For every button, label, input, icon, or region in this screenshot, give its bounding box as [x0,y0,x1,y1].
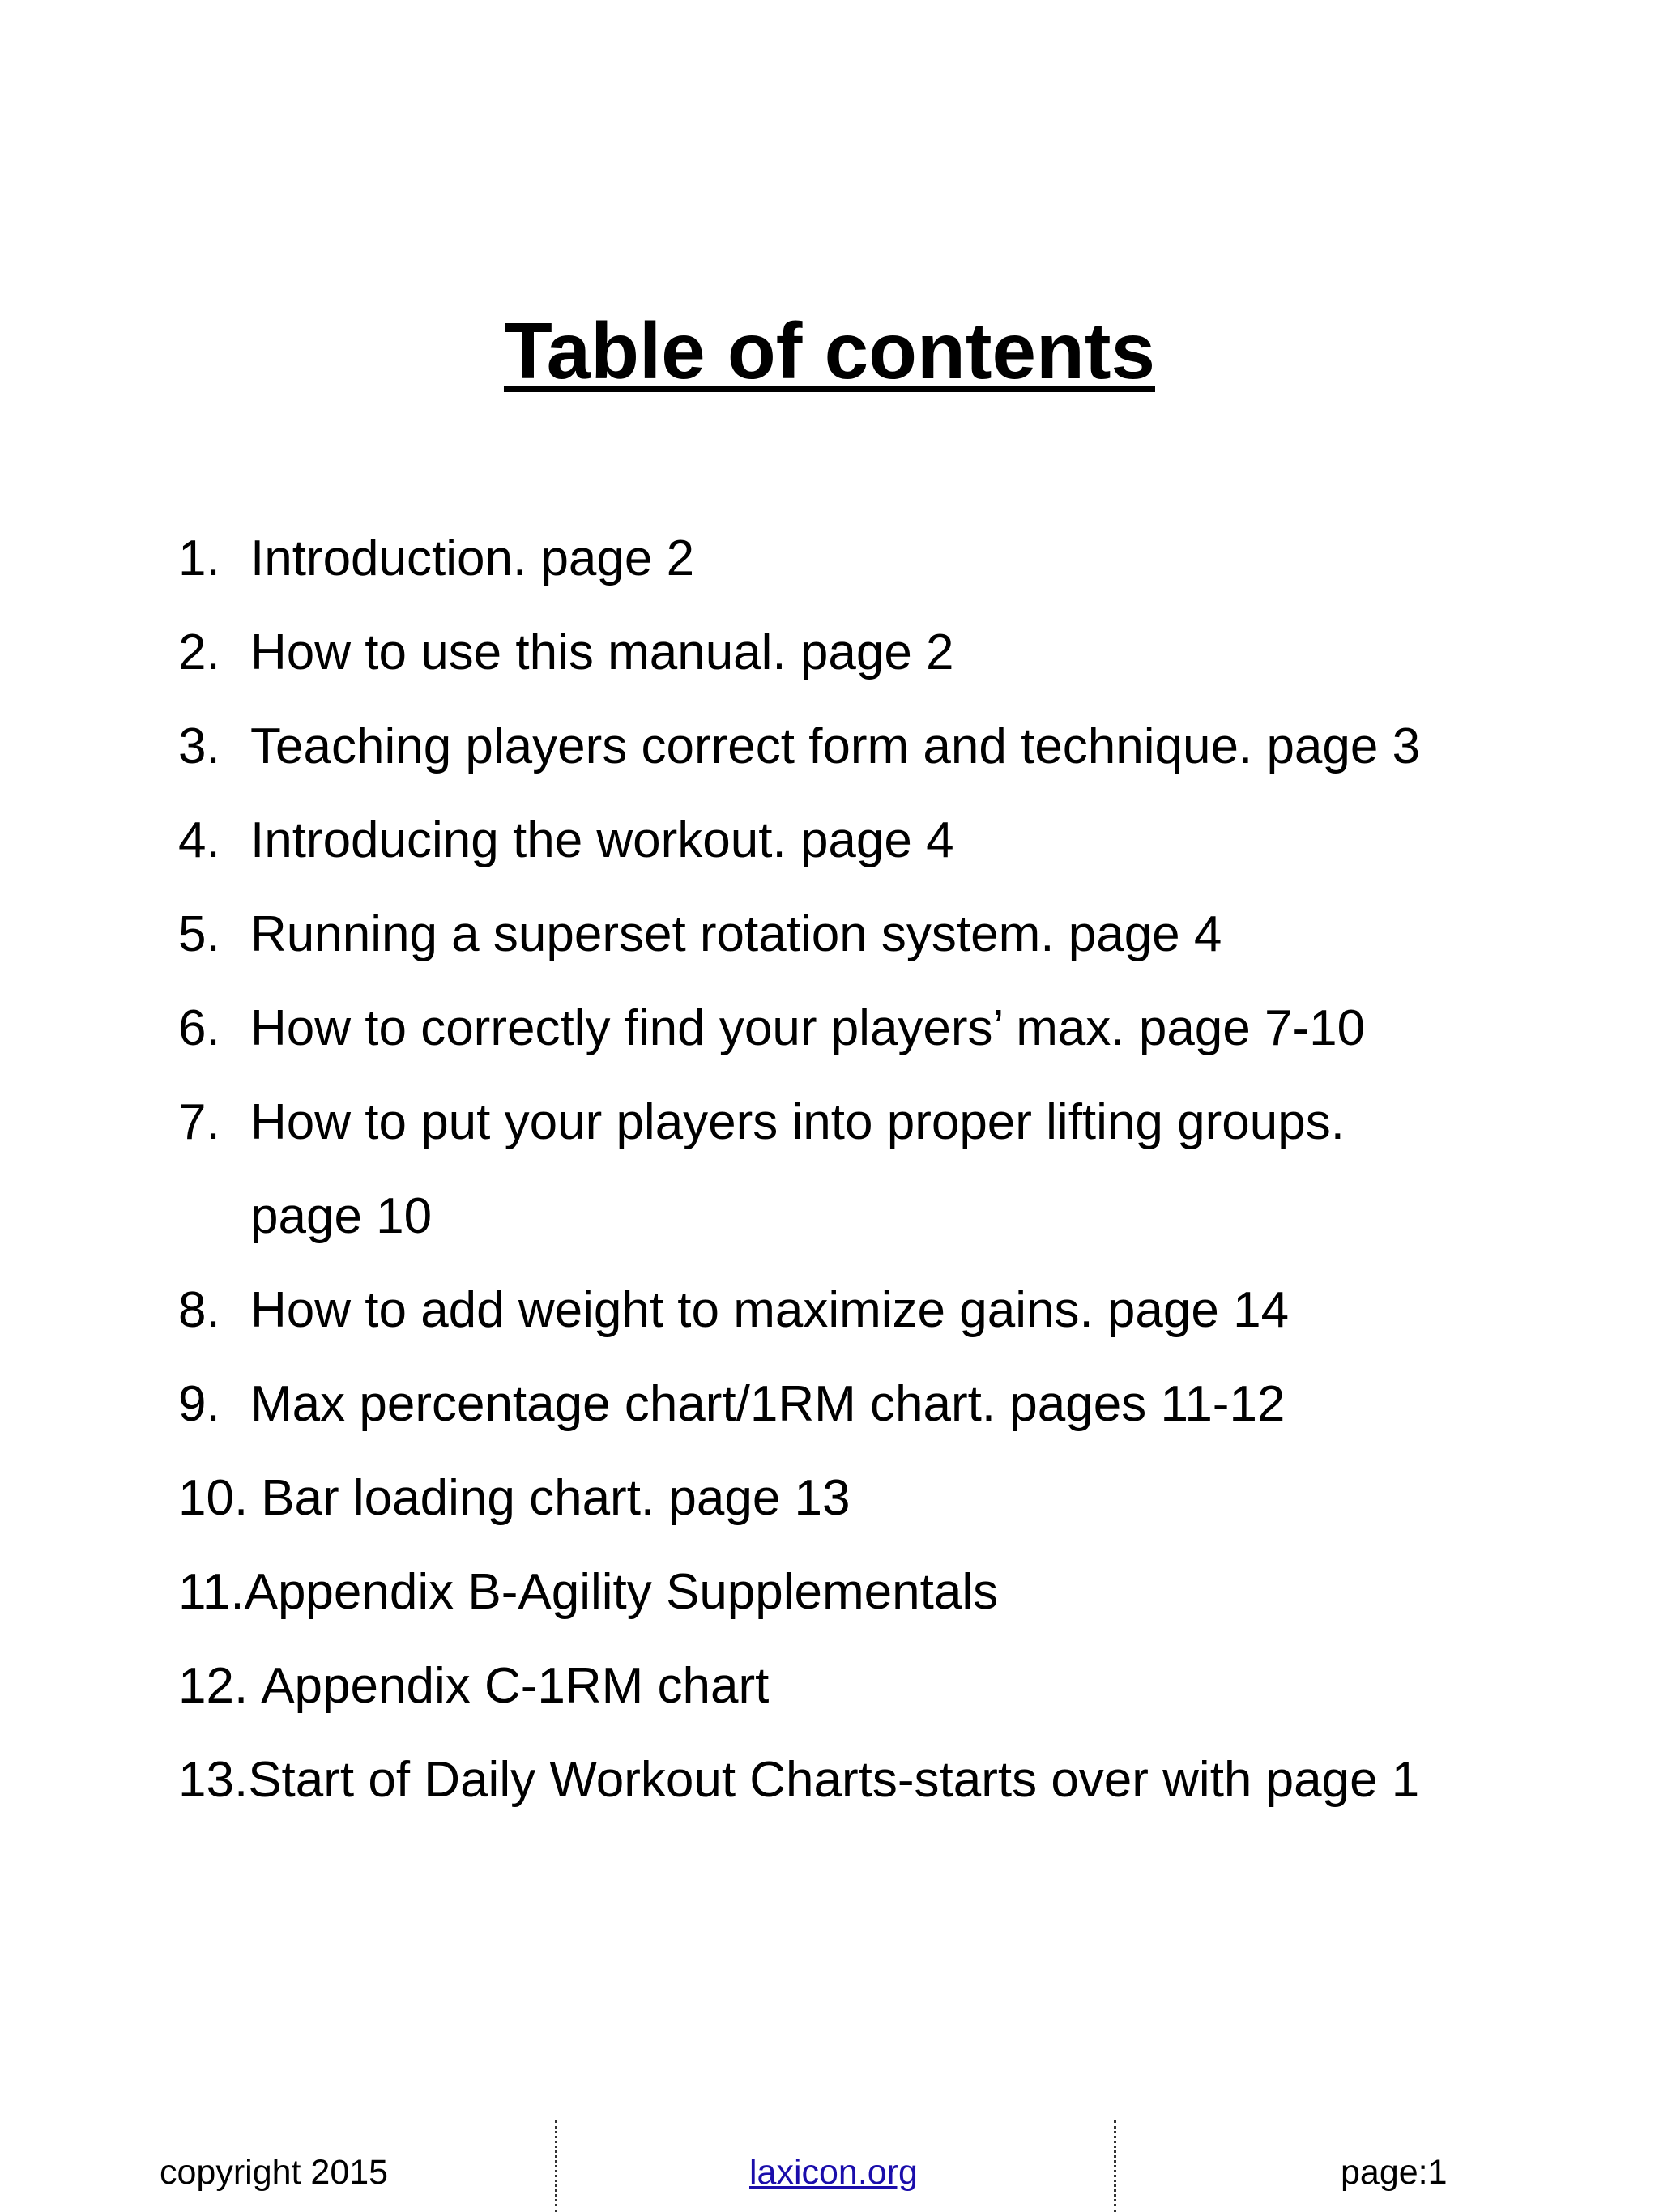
page-footer [0,2120,1659,2212]
toc-item-continuation: page 10 [250,1188,433,1244]
page-title-text: Table of contents [503,305,1155,395]
toc-item-10 [178,1451,1604,1545]
toc-item-5 [178,888,1604,982]
toc-item-1 [178,512,1604,606]
toc-item-number: 3. [178,718,220,774]
toc-item-number: 7. [178,1094,220,1150]
toc-item-text: Introducing the workout. page 4 [250,812,954,868]
toc-item-text: Bar loading chart. page 13 [261,1470,851,1526]
toc-item-number: 8. [178,1282,220,1338]
toc-item-number: 2. [178,624,220,680]
toc-item-9 [178,1357,1604,1451]
toc-item-6 [178,982,1604,1076]
toc-item-text: Running a superset rotation system. page 4 [250,906,1222,962]
toc-item-text: How to add weight to maximize gains. page 14 [250,1282,1290,1338]
toc-item-text: Introduction. page 2 [250,531,695,586]
toc-item-11 [178,1545,1604,1639]
toc-item-number: 13. [178,1752,249,1808]
toc-item-number: 5. [178,906,220,962]
toc-item-8 [178,1264,1604,1357]
toc-item-number: 12. [178,1658,249,1714]
toc-item-text: How to put your players into proper lifting groups. [250,1094,1345,1150]
toc-item-12 [178,1639,1604,1733]
toc-item-text: Start of Daily Workout Charts-starts over with page 1 [248,1752,1420,1808]
footer-page-number: page:1 [1341,2153,1448,2192]
footer-copyright: copyright 2015 [160,2153,389,2192]
toc-item-4 [178,794,1604,888]
footer-divider-left [555,2120,557,2212]
page-title [0,305,1659,395]
toc-item-number: 10. [178,1470,249,1526]
toc-item-text: How to correctly find your players’ max. page 7-10 [250,1000,1366,1056]
table-of-contents [178,512,1604,1827]
footer-website-link[interactable]: laxicon.org [749,2153,918,2192]
toc-item-text: Appendix C-1RM chart [261,1658,770,1714]
toc-item-text: Teaching players correct form and technique. page 3 [250,718,1421,774]
toc-item-3 [178,700,1604,794]
toc-item-13 [178,1733,1604,1827]
toc-item-7 [178,1076,1604,1264]
footer-divider-right [1114,2120,1116,2212]
toc-item-number: 9. [178,1376,220,1432]
toc-item-2 [178,606,1604,700]
toc-item-number: 4. [178,812,220,868]
toc-item-number: 11. [178,1564,245,1620]
toc-item-text: Max percentage chart/1RM chart. pages 11-12 [250,1376,1286,1432]
toc-item-text: Appendix B-Agility Supplementals [244,1564,999,1620]
toc-item-number: 1. [178,531,220,586]
toc-item-text: How to use this manual. page 2 [250,624,954,680]
toc-item-number: 6. [178,1000,220,1056]
